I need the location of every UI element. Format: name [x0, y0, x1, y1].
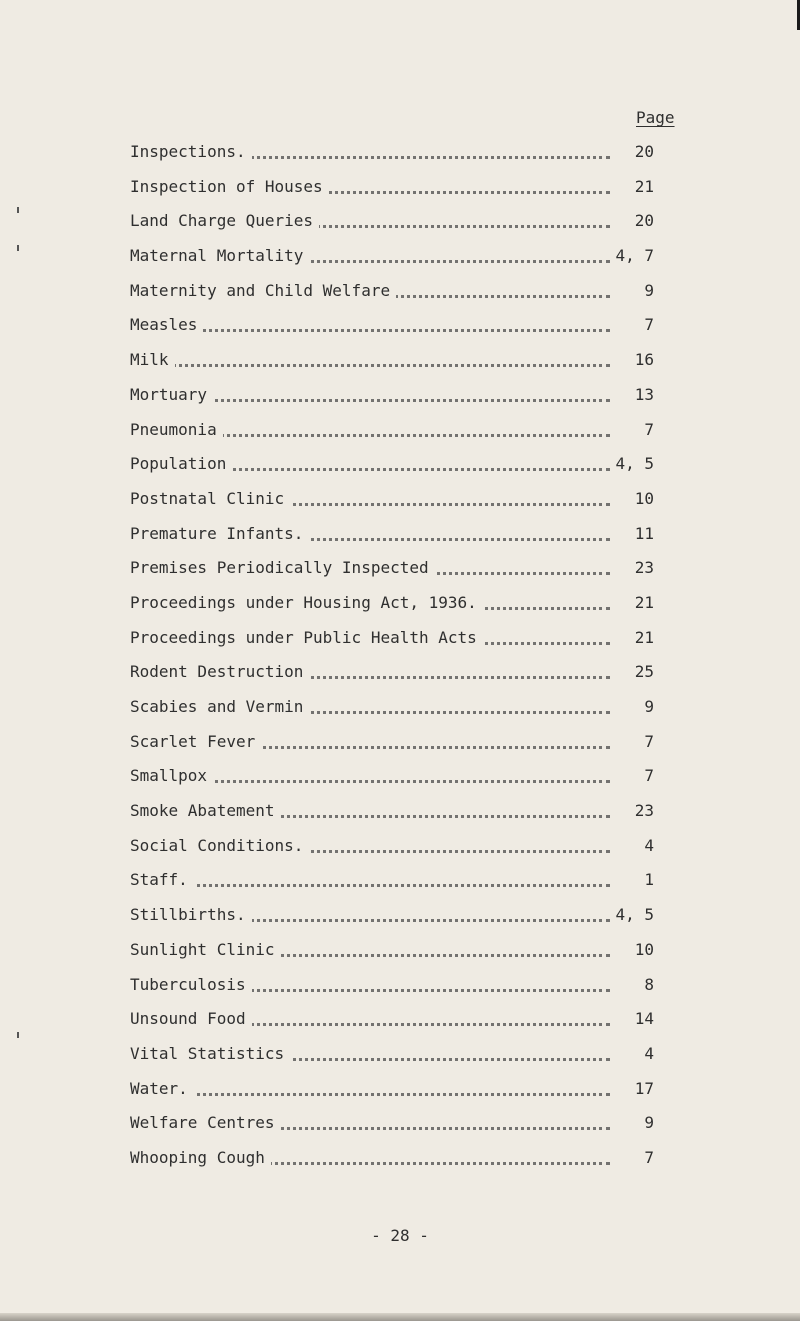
entry-page-number: 4, 5	[611, 447, 654, 482]
index-entry	[130, 170, 690, 205]
entry-label: Sunlight Clinic	[130, 933, 281, 968]
entry-label: Rodent Destruction	[130, 655, 309, 690]
index-entry	[130, 274, 690, 309]
index-entry	[130, 655, 690, 690]
entry-page-number: 7	[640, 1141, 654, 1176]
entry-page-number: 21	[631, 621, 654, 656]
index-entry	[130, 204, 690, 239]
entry-page-number: 23	[631, 551, 654, 586]
entry-label: Mortuary	[130, 378, 213, 413]
index-entry	[130, 135, 690, 170]
index-entry	[130, 725, 690, 760]
entry-label: Maternal Mortality	[130, 239, 309, 274]
entry-label: Water.	[130, 1072, 194, 1107]
entry-label: Inspections.	[130, 135, 252, 170]
entry-page-number: 4, 7	[611, 239, 654, 274]
entry-label: Population	[130, 447, 232, 482]
entry-label: Scarlet Fever	[130, 725, 261, 760]
entry-label: Social Conditions.	[130, 829, 309, 864]
entry-page-number: 7	[640, 413, 654, 448]
entry-label: Inspection of Houses	[130, 170, 329, 205]
entry-label: Pneumonia	[130, 413, 223, 448]
entry-label: Postnatal Clinic	[130, 482, 290, 517]
entry-page-number: 9	[640, 690, 654, 725]
entry-label: Tuberculosis	[130, 968, 252, 1003]
index-entry	[130, 343, 690, 378]
entry-label: Welfare Centres	[130, 1106, 281, 1141]
entry-label: Whooping Cough	[130, 1141, 271, 1176]
entry-label: Smoke Abatement	[130, 794, 281, 829]
index-entry	[130, 898, 690, 933]
index-entry	[130, 413, 690, 448]
index-entry	[130, 586, 690, 621]
entry-page-number: 9	[640, 274, 654, 309]
index-entry	[130, 482, 690, 517]
entry-label: Land Charge Queries	[130, 204, 319, 239]
entry-page-number: 7	[640, 308, 654, 343]
entry-label: Premises Periodically Inspected	[130, 551, 435, 586]
entry-page-number: 21	[631, 586, 654, 621]
scan-edge	[0, 1313, 800, 1321]
dot-leaders	[130, 884, 610, 887]
index-entry	[130, 621, 690, 656]
margin-mark	[17, 245, 19, 251]
index-entry	[130, 1072, 690, 1107]
entry-page-number: 8	[640, 968, 654, 1003]
index-entry	[130, 968, 690, 1003]
entry-page-number: 20	[631, 204, 654, 239]
margin-mark	[17, 207, 19, 213]
entry-label: Smallpox	[130, 759, 213, 794]
entry-page-number: 10	[631, 933, 654, 968]
index-entry	[130, 1037, 690, 1072]
entry-page-number: 20	[631, 135, 654, 170]
index-entry	[130, 759, 690, 794]
entry-page-number: 4	[640, 1037, 654, 1072]
index-entry	[130, 933, 690, 968]
entry-label: Proceedings under Public Health Acts	[130, 621, 483, 656]
index-entry	[130, 863, 690, 898]
entry-page-number: 7	[640, 725, 654, 760]
entry-page-number: 16	[631, 343, 654, 378]
entry-label: Stillbirths.	[130, 898, 252, 933]
index-entry	[130, 1106, 690, 1141]
entry-label: Scabies and Vermin	[130, 690, 309, 725]
entry-page-number: 21	[631, 170, 654, 205]
entry-page-number: 9	[640, 1106, 654, 1141]
entry-label: Premature Infants.	[130, 517, 309, 552]
entry-page-number: 7	[640, 759, 654, 794]
entry-label: Measles	[130, 308, 203, 343]
entry-label: Proceedings under Housing Act, 1936.	[130, 586, 483, 621]
entry-page-number: 1	[640, 863, 654, 898]
index-entry	[130, 517, 690, 552]
index-list	[130, 135, 690, 1176]
index-entry	[130, 239, 690, 274]
dot-leaders	[130, 1093, 610, 1096]
entry-page-number: 23	[631, 794, 654, 829]
index-entry	[130, 794, 690, 829]
page-number: - 28 -	[371, 1226, 429, 1245]
dot-leaders	[130, 364, 610, 367]
index-entry	[130, 551, 690, 586]
entry-label: Milk	[130, 343, 175, 378]
page-column-header: Page	[636, 108, 675, 127]
entry-label: Staff.	[130, 863, 194, 898]
margin-mark	[17, 1032, 19, 1038]
index-entry	[130, 308, 690, 343]
entry-page-number: 17	[631, 1072, 654, 1107]
index-entry	[130, 378, 690, 413]
index-entry	[130, 829, 690, 864]
index-entry	[130, 447, 690, 482]
entry-page-number: 4, 5	[611, 898, 654, 933]
index-entry	[130, 1141, 690, 1176]
entry-page-number: 13	[631, 378, 654, 413]
index-entry	[130, 1002, 690, 1037]
entry-label: Maternity and Child Welfare	[130, 274, 396, 309]
entry-page-number: 4	[640, 829, 654, 864]
entry-page-number: 14	[631, 1002, 654, 1037]
index-entry	[130, 690, 690, 725]
entry-page-number: 11	[631, 517, 654, 552]
entry-label: Unsound Food	[130, 1002, 252, 1037]
entry-label: Vital Statistics	[130, 1037, 290, 1072]
entry-page-number: 25	[631, 655, 654, 690]
entry-page-number: 10	[631, 482, 654, 517]
